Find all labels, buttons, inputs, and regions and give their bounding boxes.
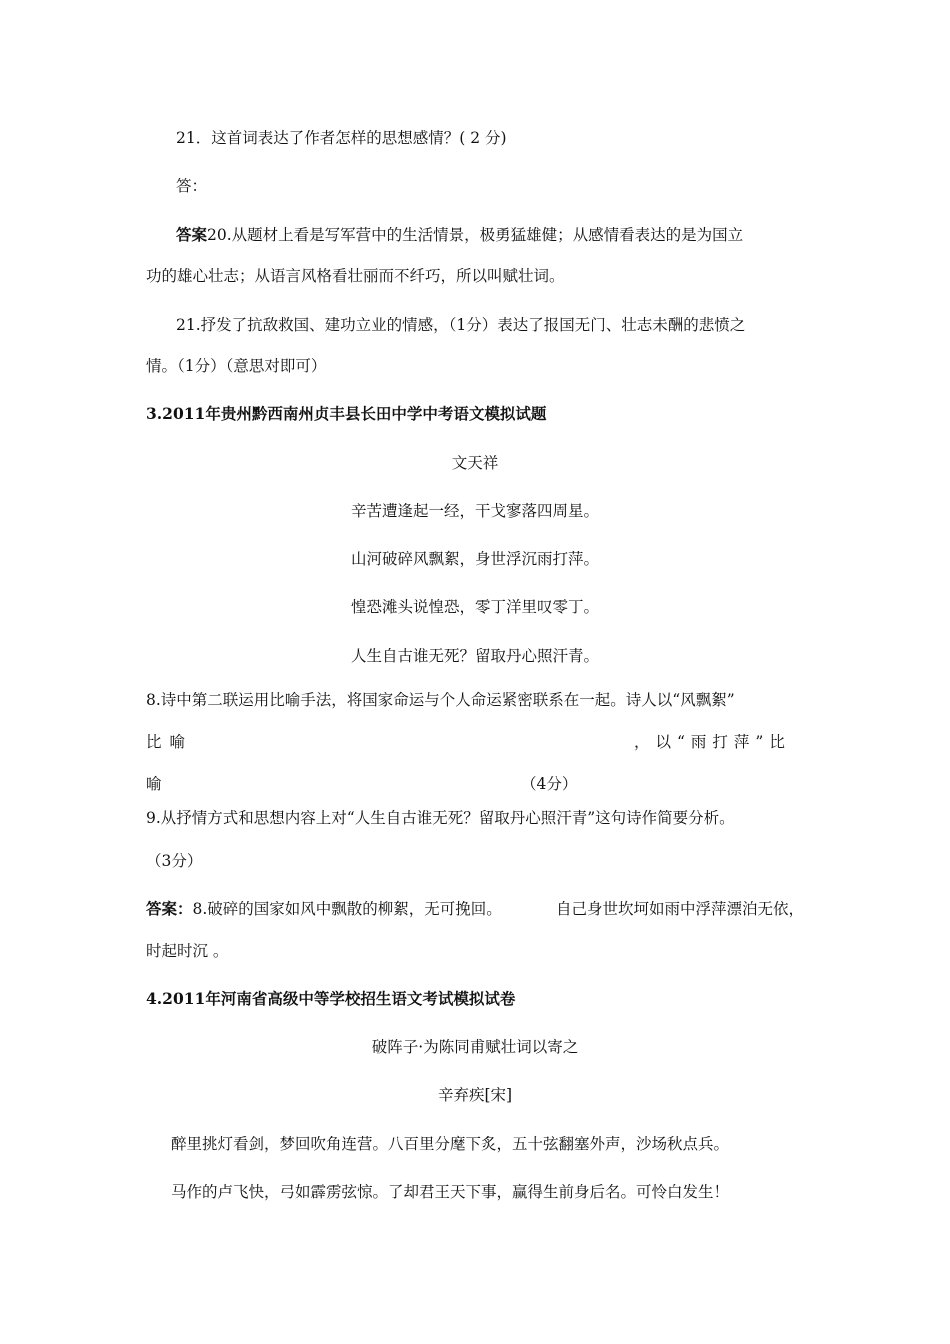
answer-21-text: 21.抒发了抗敌救国、建功立业的情感，（1分）表达了报国无门、壮志未酬的悲愤之: [176, 316, 746, 334]
poem-line: 人生自古谁无死？留取丹心照汗青。: [350, 647, 599, 665]
question-9-score: （3分）: [146, 852, 203, 870]
question-8-score: （4分）: [521, 775, 578, 793]
poem-line: 辛苦遭逢起一经，干戈寥落四周星。: [350, 502, 599, 520]
section-3-heading: 3.2011年贵州黔西南州贞丰县长田中学中考语文模拟试题: [146, 404, 547, 423]
answer-8-continuation: 时起时沉 。: [146, 942, 229, 960]
answer-label: 答案: [176, 225, 208, 244]
question-8-blank-left: 比喻: [146, 733, 194, 751]
answer-prompt: 答：: [176, 177, 208, 195]
question-8: 8.诗中第二联运用比喻手法，将国家命运与个人命运紧密联系在一起。诗人以“风飘絮”: [146, 691, 735, 709]
section-4-heading: 4.2011年河南省高级中等学校招生语文考试模拟试卷: [146, 989, 516, 1008]
poem-title: 破阵子·为陈同甫赋壮词以寄之: [371, 1038, 579, 1056]
poem-line: 马作的卢飞快，弓如霹雳弦惊。了却君王天下事，赢得生前身后名。可怜白发生！: [171, 1183, 730, 1201]
poem-author: 文天祥: [451, 454, 499, 472]
answer-8-text: 8.破碎的国家如风中飘散的柳絮，无可挽回。: [192, 900, 502, 918]
answer-section-3: [146, 898, 502, 920]
question-8-blank-right: ，以“雨打萍”比: [634, 733, 791, 751]
question-9: 9.从抒情方式和思想内容上对“人生自古谁无死？留取丹心照汗青”这句诗作简要分析。: [146, 809, 735, 827]
answer-20-continuation: 功的雄心壮志；从语言风格看壮丽而不纤巧，所以叫赋壮词。: [146, 267, 565, 285]
poem-author: 辛弃疾[宋]: [437, 1086, 513, 1104]
poem-line: 惶恐滩头说惶恐，零丁洋里叹零丁。: [350, 598, 599, 616]
answer-20-text: 20.从题材上看是写军营中的生活情景，极勇猛雄健；从感情看表达的是为国立: [207, 226, 744, 244]
question-21: 21．这首词表达了作者怎样的思想感情？( 2 分): [176, 129, 507, 147]
poem-line: 醉里挑灯看剑，梦回吹角连营。八百里分麾下炙，五十弦翻塞外声，沙场秋点兵。: [171, 1135, 730, 1153]
question-8-blank-line3: 喻: [146, 775, 162, 793]
answer-8-text-2: 自己身世坎坷如雨中浮萍漂泊无依，: [556, 900, 805, 918]
answer-paragraph-20: [176, 224, 743, 246]
answer-label: 答案：: [146, 899, 193, 918]
answer-21-continuation: 情。（1分）（意思对即可）: [146, 357, 327, 375]
poem-line: 山河破碎风飘絮，身世浮沉雨打萍。: [350, 550, 599, 568]
